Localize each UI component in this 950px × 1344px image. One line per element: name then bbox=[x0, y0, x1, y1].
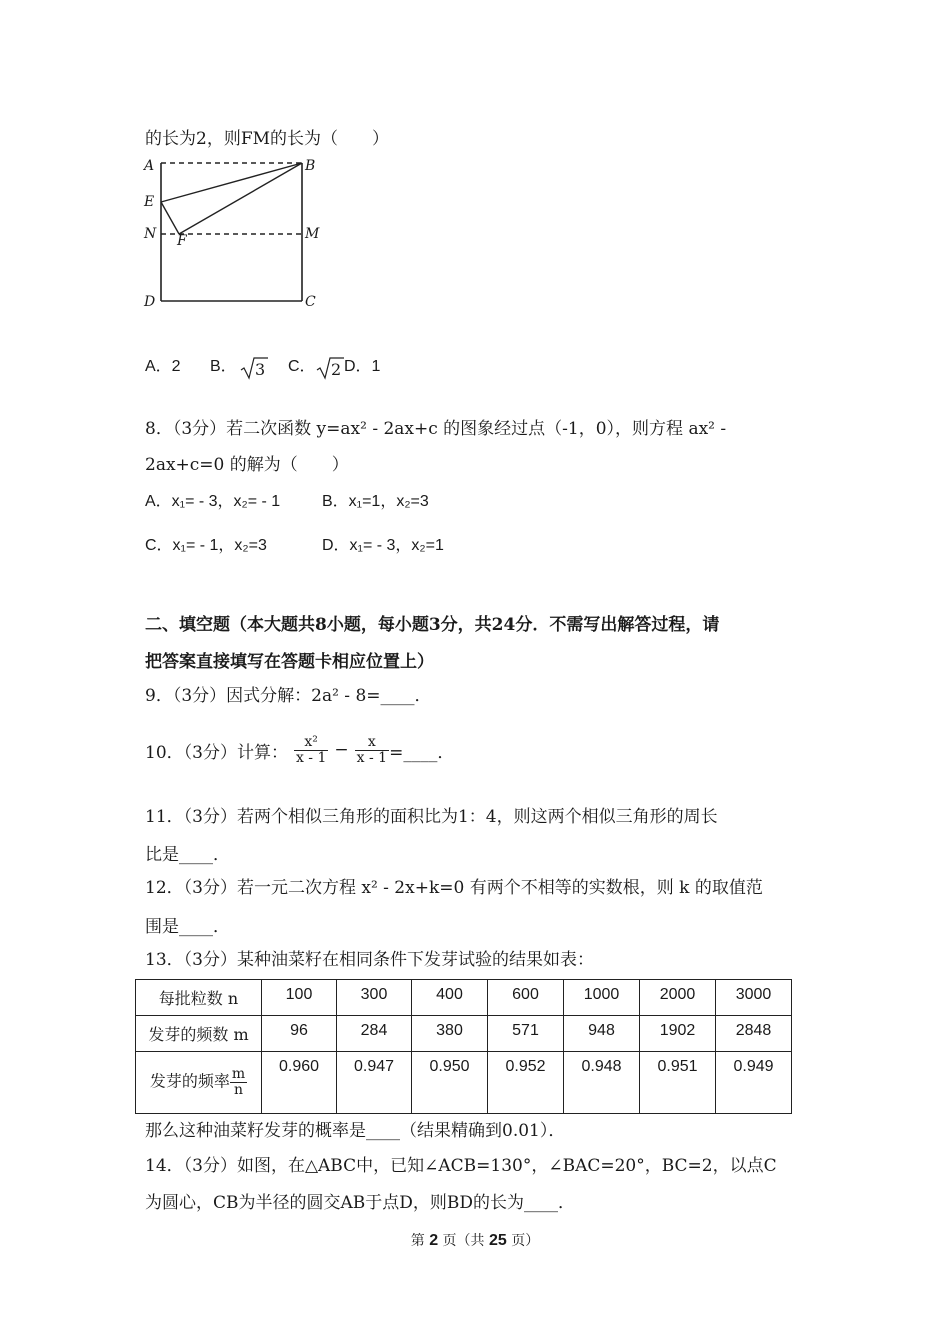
table-cell: 284 bbox=[337, 1016, 412, 1052]
rectangle-fold-figure bbox=[140, 150, 330, 315]
label-e: E bbox=[144, 194, 155, 210]
table-row bbox=[136, 1016, 792, 1052]
q10-fraction-1 bbox=[294, 735, 328, 765]
q11-line2: 比是____． bbox=[145, 845, 230, 865]
row-header-frequency bbox=[136, 1052, 262, 1114]
table-cell: 3000 bbox=[716, 980, 792, 1016]
q8-option-b: B．x₁=1，x₂=3 bbox=[322, 493, 429, 510]
table-cell: 96 bbox=[262, 1016, 337, 1052]
q11-line1: 11．（3分）若两个相似三角形的面积比为1：4，则这两个相似三角形的周长 bbox=[145, 807, 718, 827]
label-n: N bbox=[144, 226, 157, 242]
fraction-denominator: n bbox=[233, 1081, 244, 1098]
label-c: C bbox=[305, 294, 316, 310]
q9-text: 9．（3分）因式分解：2a² ‑ 8=____． bbox=[145, 686, 432, 706]
q10-suffix: =____． bbox=[389, 742, 455, 763]
q10-fraction-2-numerator: x bbox=[355, 735, 389, 751]
label-b: B bbox=[305, 158, 316, 174]
q8-option-c: C．x₁= ‑ 1，x₂=3 bbox=[145, 537, 267, 554]
table-row bbox=[136, 980, 792, 1016]
q7-option-a: A．2 bbox=[145, 358, 181, 375]
q7-option-c: C． bbox=[288, 358, 316, 375]
section2-heading-line1: 二、填空题（本大题共8小题，每小题3分，共24分．不需写出解答过程，请 bbox=[145, 615, 720, 635]
table-cell: 0.948 bbox=[564, 1052, 640, 1114]
footer-post: 页） bbox=[511, 1233, 540, 1249]
table-row bbox=[136, 1052, 792, 1114]
table-cell: 948 bbox=[564, 1016, 640, 1052]
table-cell: 600 bbox=[488, 980, 564, 1016]
q10-fraction-2-denominator: x - 1 bbox=[356, 749, 388, 766]
row-header-frequency-label: 发芽的频率 bbox=[149, 1071, 230, 1091]
q7-option-b-value: 3 bbox=[255, 360, 266, 379]
label-f: F bbox=[177, 233, 187, 249]
q7-option-b: B． bbox=[210, 358, 237, 375]
table-cell: 1902 bbox=[640, 1016, 716, 1052]
table-cell: 380 bbox=[412, 1016, 488, 1052]
table-cell: 571 bbox=[488, 1016, 564, 1052]
q8-option-a: A．x₁= ‑ 3，x₂= ‑ 1 bbox=[145, 493, 281, 510]
table-cell: 0.950 bbox=[412, 1052, 488, 1114]
table-cell: 1000 bbox=[564, 980, 640, 1016]
q10-fraction-2 bbox=[355, 735, 389, 765]
footer-mid: 页（共 bbox=[442, 1233, 485, 1249]
q13-intro: 13．（3分）某种油菜籽在相同条件下发芽试验的结果如表： bbox=[145, 950, 594, 970]
label-d: D bbox=[144, 294, 156, 310]
q14-line1: 14．（3分）如图，在△ABC中，已知∠ACB=130°，∠BAC=20°，BC=2，以点C bbox=[145, 1156, 777, 1176]
row-header-n: 每批粒数 n bbox=[136, 980, 262, 1016]
q8-option-d: D．x₁= ‑ 3，x₂=1 bbox=[322, 537, 444, 554]
table-cell: 0.952 bbox=[488, 1052, 564, 1114]
germination-table bbox=[135, 979, 792, 1114]
q8-stem-line1: 8．（3分）若二次函数 y=ax² ‑ 2ax+c 的图象经过点（‑1，0），则方程 ax² ‑ bbox=[145, 419, 727, 439]
footer-page-number: 2 bbox=[429, 1232, 439, 1249]
q12-line1: 12．（3分）若一元二次方程 x² ‑ 2x+k=0 有两个不相等的实数根，则 k 的取值范 bbox=[145, 878, 763, 898]
fraction-numerator: m bbox=[231, 1065, 246, 1082]
q10-fraction-1-denominator: x - 1 bbox=[295, 749, 327, 766]
q8-stem-line2: 2ax+c=0 的解为（ ） bbox=[145, 455, 349, 475]
table-cell: 2000 bbox=[640, 980, 716, 1016]
q7-option-c-value: 2 bbox=[331, 360, 342, 379]
row-header-m: 发芽的频数 m bbox=[136, 1016, 262, 1052]
label-a: A bbox=[144, 158, 155, 174]
q10-minus: − bbox=[334, 740, 349, 760]
q12-line2: 围是____． bbox=[145, 917, 230, 937]
q10-text bbox=[145, 726, 454, 774]
q10-fraction-1-numerator: x² bbox=[294, 735, 328, 751]
q10-prefix: 10．（3分）计算： bbox=[145, 742, 288, 763]
footer-pre: 第 bbox=[410, 1233, 425, 1249]
table-cell: 300 bbox=[337, 980, 412, 1016]
q7-text: 的长为2，则FM的长为（ ） bbox=[145, 129, 390, 149]
page-footer bbox=[0, 1230, 950, 1250]
table-cell: 2848 bbox=[716, 1016, 792, 1052]
table-cell: 400 bbox=[412, 980, 488, 1016]
table-cell: 100 bbox=[262, 980, 337, 1016]
footer-total-pages: 25 bbox=[489, 1232, 507, 1249]
q7-option-d: D．1 bbox=[344, 358, 381, 375]
table-cell: 0.949 bbox=[716, 1052, 792, 1114]
table-cell: 0.951 bbox=[640, 1052, 716, 1114]
q13-after: 那么这种油菜籽发芽的概率是____（结果精确到0.01）． bbox=[145, 1121, 566, 1141]
section2-heading-line2: 把答案直接填写在答题卡相应位置上） bbox=[145, 652, 434, 672]
table-cell: 0.947 bbox=[337, 1052, 412, 1114]
m-over-n-fraction bbox=[230, 1067, 247, 1097]
table-cell: 0.960 bbox=[262, 1052, 337, 1114]
q14-line2: 为圆心，CB为半径的圆交AB于点D，则BD的长为____． bbox=[145, 1193, 576, 1213]
label-m: M bbox=[305, 226, 320, 242]
